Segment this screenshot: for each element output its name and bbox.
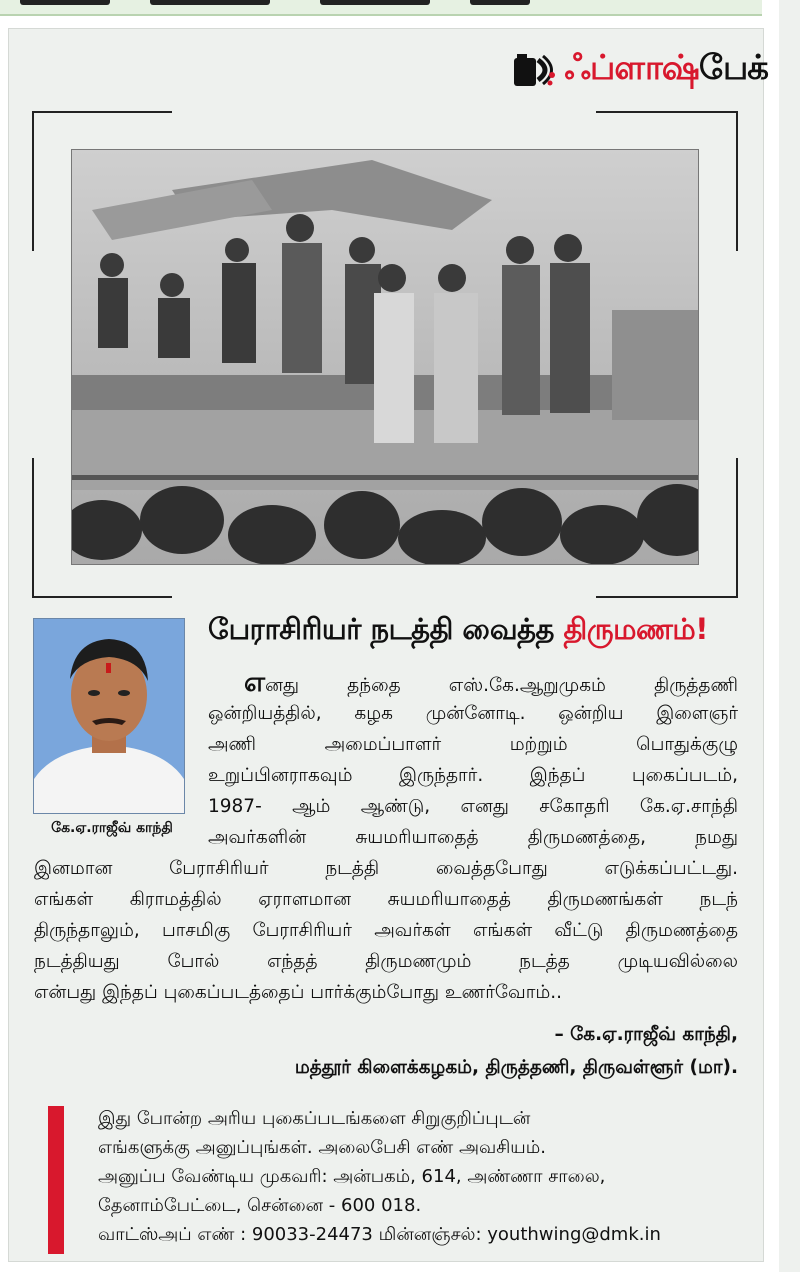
article-line: எனது தந்தை எஸ்.கே.ஆறுமுகம் திருத்தணி <box>244 667 738 698</box>
section-logo <box>512 44 768 96</box>
article-line: அணி அமைப்பாளர் மற்றும் பொதுக்குழு <box>208 734 738 755</box>
article-line: அவர்களின் சுயமரியாதைத் திருமணத்தை, நமது <box>208 827 738 848</box>
notice-line: இது போன்ற அரிய புகைப்படங்களை சிறுகுறிப்புடன் <box>98 1108 531 1129</box>
notice-line: எங்களுக்கு அனுப்புங்கள். அலைபேசி எண் அவசியம். <box>98 1137 546 1158</box>
article-line: எங்கள் கிராமத்தில் ஏராளமான சுயமரியாதைத் திருமணங்கள் நடந் <box>34 889 738 910</box>
article-line: உறுப்பினராகவும் இருந்தார். இந்தப் புகைப்படம், <box>208 765 738 786</box>
section-title: ஃப்ளாஷ்பேக் <box>564 48 768 88</box>
author-signature: – கே.ஏ.ராஜீவ் காந்தி, <box>554 1024 738 1045</box>
article-line: இனமான பேராசிரியர் நடத்தி வைத்தபோது எடுக்கப்பட்டது. <box>34 858 738 879</box>
article-line: என்பது இந்தப் புகைப்படத்தைப் பார்க்கும்போது உணர்வோம்.. <box>34 982 563 1003</box>
portrait-caption: கே.ஏ.ராஜீவ் காந்தி <box>51 820 173 836</box>
notice-accent-bar <box>48 1106 64 1254</box>
notice-contact-line: வாட்ஸ்அப் எண் : 90033-24473 மின்னஞ்சல்: youthwing@dmk.in <box>98 1224 661 1245</box>
wedding-photograph <box>71 149 699 565</box>
drop-cap: எ <box>244 667 266 698</box>
article-line: நடத்தியது போல் எந்தத் திருமணமும் நடத்த முடியவில்லை <box>34 951 738 972</box>
notice-line: தேனாம்பேட்டை, சென்னை - 600 018. <box>98 1195 422 1216</box>
author-portrait <box>33 618 185 814</box>
camera-icon <box>512 48 556 92</box>
previous-article-strip <box>0 0 762 16</box>
article-line: ஒன்றியத்தில், கழக முன்னோடி. ஒன்றிய இளைஞர் <box>208 703 738 724</box>
article-line: 1987- ஆம் ஆண்டு, எனது சகோதரி கே.ஏ.சாந்தி <box>208 796 738 817</box>
article-headline: பேராசிரியர் நடத்தி வைத்த திருமணம்! <box>208 612 708 646</box>
article-line: திருந்தாலும், பாசமிகு பேராசிரியர் அவர்கள் எங்கள் வீட்டு திருமணத்தை <box>34 920 738 941</box>
page-gutter <box>779 0 800 1272</box>
author-address: மத்தூர் கிளைக்கழகம், திருத்தணி, திருவள்ளூர் (மா). <box>294 1057 738 1078</box>
notice-line: அனுப்ப வேண்டிய முகவரி: அன்பகம், 614, அண்ணா சாலை, <box>98 1166 606 1187</box>
